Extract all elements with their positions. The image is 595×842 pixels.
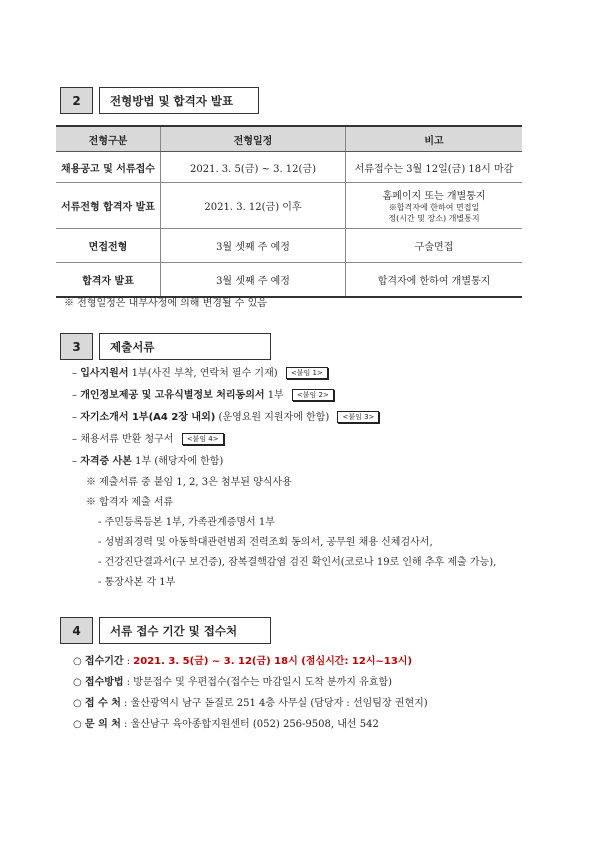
column-header: 전형일정 [161, 126, 346, 152]
document-item [72, 433, 224, 447]
schedule-cell: 3월 셋째 주 예정 [161, 229, 346, 263]
item-bold: 자격증 사본 [80, 456, 132, 467]
note-text: 구술면접 [414, 242, 454, 253]
document-note: ※ 합격자 제출 서류 [86, 497, 174, 508]
schedule-cell: 3월 셋째 주 예정 [161, 263, 346, 297]
stage-cell: 채용공고 및 서류접수 [56, 152, 161, 183]
dash: – [72, 456, 77, 467]
dash: – [72, 434, 77, 445]
item-bold: 개인정보제공 및 고유식별정보 처리동의서 [80, 390, 265, 401]
document-item [72, 389, 334, 403]
item-text: 채용서류 반환 청구서 [80, 434, 174, 445]
document-item [72, 367, 328, 381]
dash: – [72, 390, 77, 401]
note-cell [346, 263, 523, 297]
section-3-header [60, 333, 271, 360]
schedule-footnote: ※ 전형일정은 내부사정에 의해 변경될 수 있음 [64, 298, 267, 309]
note-subtext: ※합격자에 한하여 면접일정(시간 및 장소) 개별통지 [388, 203, 480, 223]
separator: : [123, 677, 134, 688]
item-text: (운영요원 지원자에 한함) [215, 412, 330, 423]
separator: : [123, 656, 134, 667]
sub-item: - 성범죄경력 및 아동학대관련범죄 전력조회 동의서, 공무원 채용 신체검사서, [98, 537, 433, 548]
document-item [72, 455, 223, 469]
attachment-tag: <붙임 3> [337, 411, 379, 423]
item-bold: 입사지원서 [80, 368, 129, 379]
note-text: 서류접수는 3월 12일(금) 18시 마감 [354, 163, 514, 175]
column-header: 전형구분 [56, 126, 161, 152]
document-note: ※ 제출서류 중 붙임 1, 2, 3은 첨부된 양식사용 [86, 477, 292, 488]
section-number: 4 [60, 617, 93, 644]
sub-item: - 통장사본 각 1부 [98, 577, 176, 588]
section-2-header [60, 87, 259, 114]
attachment-tag: <붙임 1> [286, 367, 328, 379]
item-label: 접수방법 [84, 677, 124, 688]
section-4-header [60, 617, 271, 644]
table-row [56, 152, 522, 183]
sub-item: - 주민등록등본 1부, 가족관계증명서 1부 [98, 517, 275, 528]
note-cell [346, 229, 523, 263]
section-title: 전형방법 및 합격자 발표 [99, 87, 259, 114]
attachment-tag: <붙임 2> [292, 389, 334, 401]
circle-bullet-icon: ○ [73, 698, 82, 709]
section-number: 3 [60, 333, 93, 360]
table-header-row [56, 126, 522, 152]
circle-bullet-icon: ○ [73, 719, 82, 730]
section-title: 제출서류 [99, 333, 271, 360]
table-row [56, 263, 522, 297]
schedule-cell: 2021. 3. 5(금) ~ 3. 12(금) [161, 152, 346, 183]
stage-cell: 면접전형 [56, 229, 161, 263]
item-text: 1부 [264, 390, 284, 401]
schedule-table [56, 125, 522, 298]
item-label: 접 수 처 [84, 698, 121, 709]
circle-bullet-icon: ○ [73, 677, 82, 688]
stage-cell: 합격자 발표 [56, 263, 161, 297]
note-text: 홈페이지 또는 개별통지 [382, 191, 486, 202]
reception-method [73, 676, 392, 690]
item-value: 방문접수 및 우편접수(접수는 마감일시 도착 분까지 유효함) [133, 677, 393, 688]
table-row [56, 229, 522, 263]
reception-place [73, 697, 428, 711]
note-text: 합격자에 한하여 개별통지 [377, 275, 491, 287]
separator: : [120, 698, 131, 709]
contact-info [73, 718, 379, 732]
section-number: 2 [60, 87, 93, 114]
stage-cell: 서류전형 합격자 발표 [56, 183, 161, 229]
separator: : [120, 719, 131, 730]
column-header: 비고 [346, 126, 523, 152]
note-cell [346, 183, 523, 229]
item-label: 문 의 처 [84, 719, 121, 730]
item-value: 울산남구 육아종합지원센터 (052) 256-9508, 내선 542 [130, 719, 379, 730]
sub-item: - 건강진단결과서(구 보건증), 잠복결핵감염 검진 확인서(코로나 19로 인해 추후 제출 가능), [98, 557, 497, 568]
dash: – [72, 412, 77, 423]
section-title: 서류 접수 기간 및 접수처 [99, 617, 271, 644]
item-label: 접수기간 [84, 656, 124, 667]
dash: – [72, 368, 77, 379]
reception-period [73, 655, 412, 669]
note-cell [346, 152, 523, 183]
item-bold: 자기소개서 1부(A4 2장 내외) [80, 412, 216, 423]
item-text: 1부 (해당자에 한함) [131, 456, 224, 467]
item-text: 1부(사진 부착, 연락처 필수 기재) [128, 368, 278, 379]
schedule-cell: 2021. 3. 12(금) 이후 [161, 183, 346, 229]
item-value: 2021. 3. 5(금) ~ 3. 12(금) 18시 (점심시간: 12시~13시) [133, 656, 413, 667]
item-value: 울산광역시 남구 돋질로 251 4층 사무실 (담당자 : 선임팀장 권현지) [130, 698, 428, 709]
table-row [56, 183, 522, 229]
circle-bullet-icon: ○ [73, 656, 82, 667]
document-item [72, 411, 379, 425]
attachment-tag: <붙임 4> [182, 433, 224, 445]
